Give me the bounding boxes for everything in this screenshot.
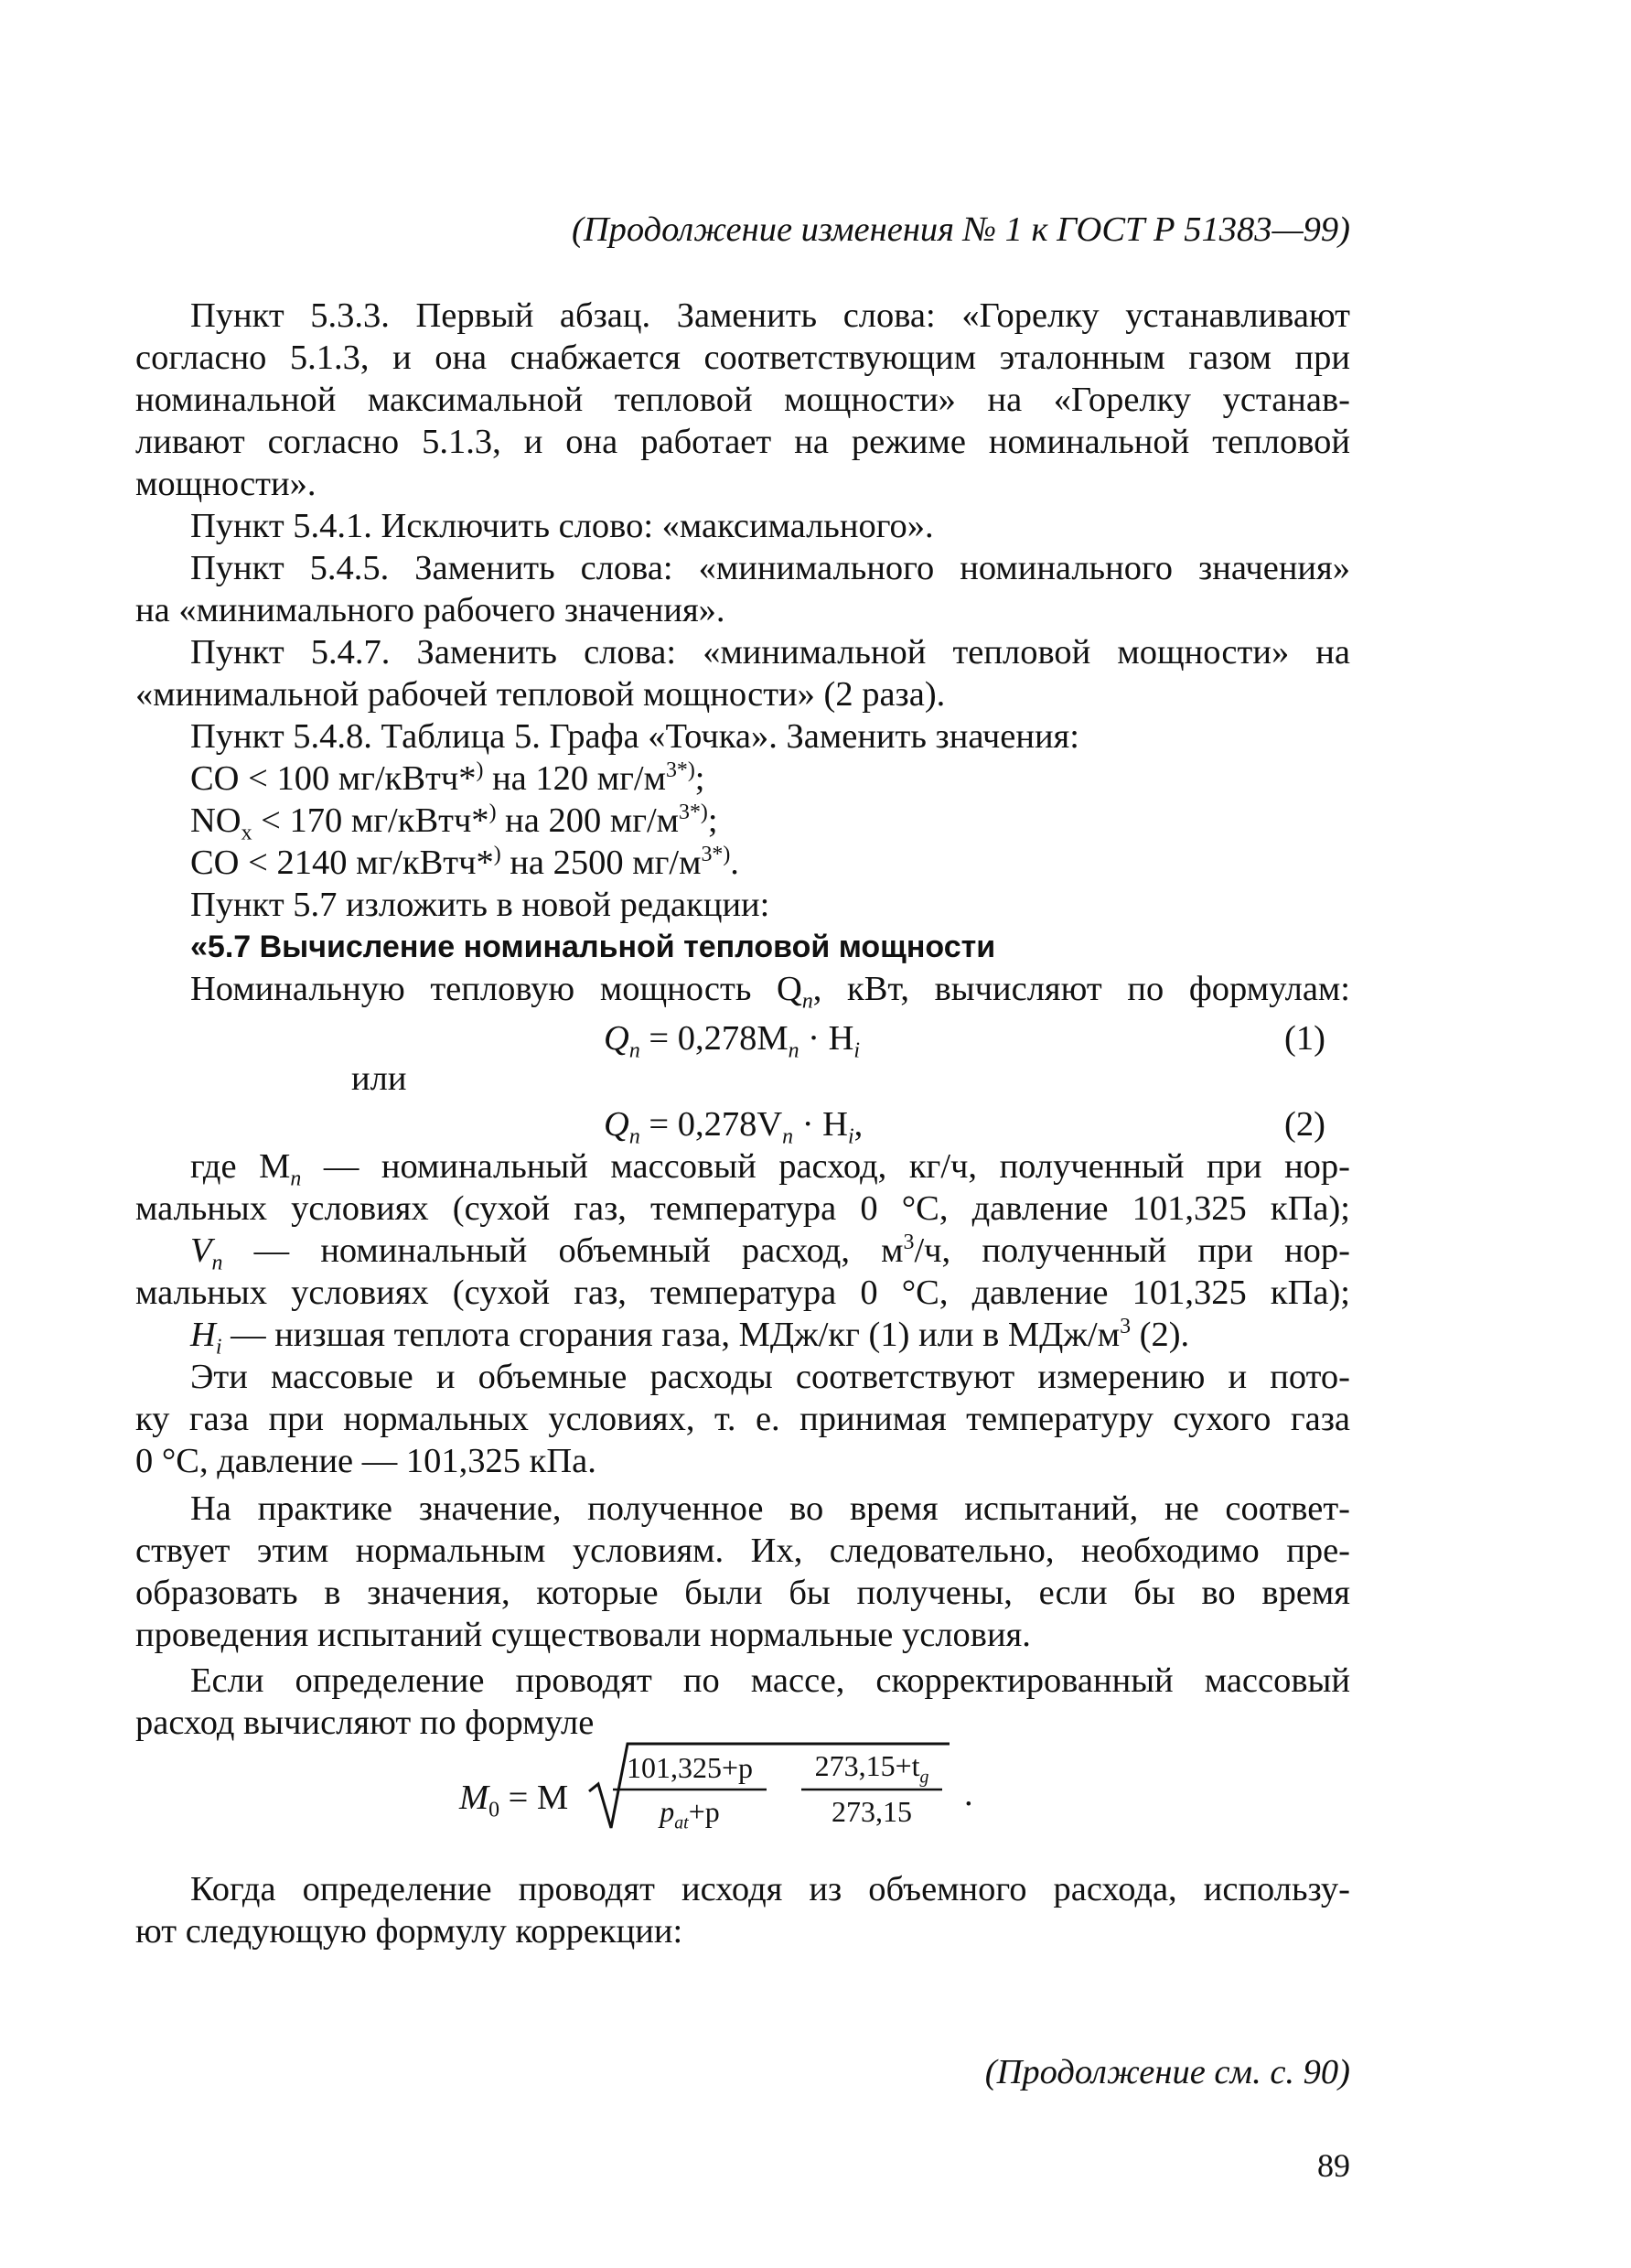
equation-3-period: . [964, 1775, 973, 1813]
p-if-line-2: расход вычисляют по формуле [135, 1704, 595, 1742]
where-vn-line-2: мальных условиях (сухой газ, температура 0 °С, давление 101,325 кПа); [135, 1274, 1350, 1312]
equation-2: $Q_n = 0,278V_n \cdot H_i$, [604, 1105, 864, 1149]
p-practice-line-1: На практике значение, полученное во время испытаний, не соответ- [190, 1489, 1350, 1528]
p533-line-4: ливают согласно 5.1.3, и она работает на режиме номинальной тепловой [135, 423, 1350, 461]
p-practice-line-3: образовать в значения, которые были бы получены, если бы во время [135, 1574, 1350, 1612]
page-number: 89 [1317, 2147, 1350, 2184]
section-heading: «5.7 Вычисление номинальной тепловой мощности [190, 930, 996, 964]
p-when-line-1: Когда определение проводят исходя из объемного расхода, использу- [190, 1870, 1350, 1908]
fraction-2-denominator: 273,15 [832, 1795, 912, 1828]
p548-line: Пункт 5.4.8. Таблица 5. Графа «Точка». Заменить значения: [190, 717, 1079, 756]
fraction-1-numerator: 101,325+p [626, 1751, 754, 1784]
p-mass-line-1: Эти массовые и объемные расходы соответствуют измерению и пото- [190, 1358, 1350, 1396]
equation-3-lhs: $M_0 = M$ [459, 1779, 569, 1822]
p541-line: Пункт 5.4.1. Исключить слово: «максимального». [190, 507, 934, 545]
where-vn-line-1: $V_n$ — номинальный объемный расход, $м^3/ч$, полученный при нор- [190, 1231, 1350, 1275]
p57-line: Пункт 5.7 изложить в новой редакции: [190, 886, 770, 924]
p545-line-2: на «минимального рабочего значения». [135, 591, 725, 629]
p-when-line-2: ют следующую формулу коррекции: [135, 1912, 683, 1951]
p533-line-2: согласно 5.1.3, и она снабжается соответствующим эталонным газом при [135, 339, 1350, 377]
or-word: или [351, 1059, 407, 1098]
co-value-line-2: CO < 2140 мг/кВтч*) на 2500 $мг/м^{3*)}$. [190, 843, 739, 882]
equation-1: $Q_n = 0,278M_n \cdot H_i$ [604, 1019, 861, 1063]
p547-line-2: «минимальной рабочей тепловой мощности» (2 раза). [135, 675, 946, 714]
p533-line-5: мощности». [135, 465, 317, 503]
continuation-header: (Продолжение изменения № 1 к ГОСТ Р 51383—99) [572, 210, 1350, 249]
p-practice-line-4: проведения испытаний существовали нормальные условия. [135, 1616, 1031, 1654]
equation-1-number: (1) [1284, 1019, 1325, 1058]
p-practice-line-2: ствует этим нормальным условиям. Их, следовательно, необходимо пре- [135, 1532, 1350, 1570]
where-mn-line-2: мальных условиях (сухой газ, температура 0 °С, давление 101,325 кПа); [135, 1189, 1350, 1228]
fraction-2-numerator: $273,15+t_g$ [814, 1749, 929, 1788]
p-if-line-1: Если определение проводят по массе, скорректированный массовый [190, 1661, 1350, 1700]
intro-line: Номинальную тепловую мощность $Q_n$, кВт, вычисляют по формулам: [190, 970, 1350, 1014]
continuation-footer: (Продолжение см. с. 90) [984, 2053, 1350, 2091]
p545-line-1: Пункт 5.4.5. Заменить слова: «минимального номинального значения» [190, 549, 1350, 587]
p533-line-1: Пункт 5.3.3. Первый абзац. Заменить слова: «Горелку устанавливают [190, 296, 1350, 335]
fraction-1-denominator: $p_{at}+p$ [660, 1795, 720, 1833]
p-mass-line-2: ку газа при нормальных условиях, т. е. принимая температуру сухого газа [135, 1400, 1350, 1438]
co-value-line-1: CO < 100 мг/кВтч*) на 120 $мг/м^{3*)}$; [190, 758, 705, 798]
where-mn-line-1: где $M_n$ — номинальный массовый расход, кг/ч, полученный при нор- [190, 1147, 1350, 1191]
equation-2-number: (2) [1284, 1105, 1325, 1144]
p533-line-3: номинальной максимальной тепловой мощности» на «Горелку устанав- [135, 381, 1350, 419]
nox-value-line: $NO_x < 170$ мг/кВтч*) на 200 $мг/м^{3*)}$; [190, 801, 718, 845]
p-mass-line-3: 0 °С, давление — 101,325 кПа. [135, 1442, 596, 1480]
p547-line-1: Пункт 5.4.7. Заменить слова: «минимальной тепловой мощности» на [190, 633, 1350, 672]
where-hi-line: $H_i$ — низшая теплота сгорания газа, МДж/кг (1) или в МДж/$м^3$ (2). [190, 1315, 1190, 1360]
